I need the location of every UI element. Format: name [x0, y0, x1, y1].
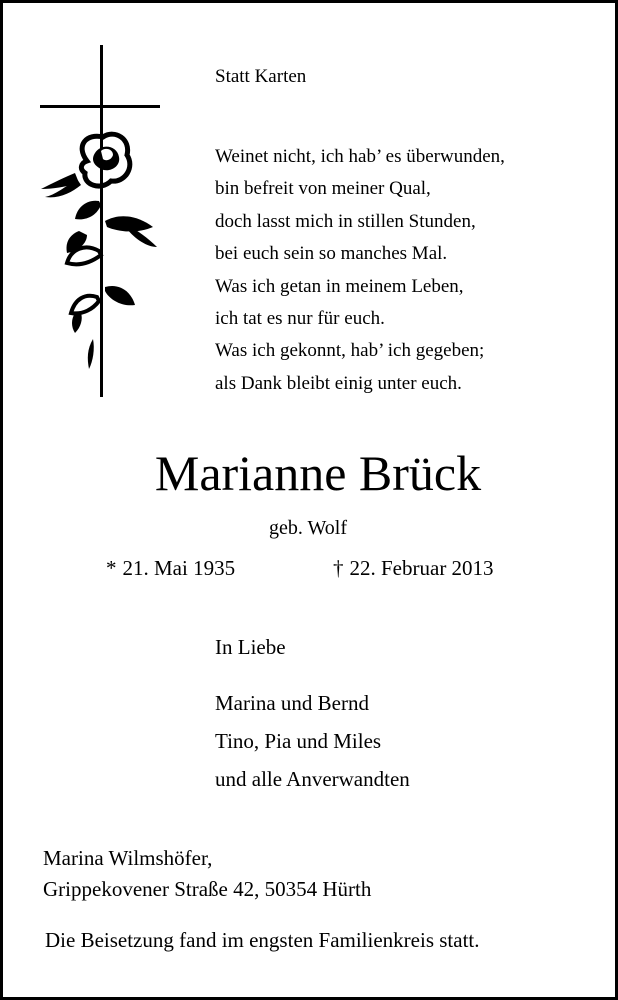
- poem-line: bei euch sein so manches Mal.: [215, 243, 448, 265]
- burial-notice: Die Beisetzung fand im engsten Familienkreis statt.: [45, 928, 480, 952]
- death-dagger-icon: †: [333, 556, 344, 580]
- mourners-list: [215, 684, 410, 798]
- poem-line: ich tat es nur für euch.: [215, 308, 385, 330]
- deceased-name: Marianne Brück: [154, 445, 482, 501]
- poem-line: Was ich getan in meinem Leben,: [215, 275, 464, 297]
- poem-line: Was ich gekonnt, hab’ ich gegeben;: [215, 340, 485, 362]
- poem-line: doch lasst mich in stillen Stunden,: [215, 210, 476, 232]
- intro-line: Statt Karten: [215, 66, 307, 87]
- cross-with-rose-icon: [35, 43, 165, 403]
- contact-line: Grippekovener Straße 42, 50354 Hürth: [43, 877, 372, 901]
- mourner-line: Marina und Bernd: [215, 691, 369, 715]
- mourner-line: Tino, Pia und Miles: [215, 729, 382, 753]
- poem-line: Weinet nicht, ich hab’ es überwunden,: [215, 146, 505, 167]
- death-date: 22. Februar 2013: [349, 556, 494, 580]
- maiden-name: geb. Wolf: [269, 517, 348, 539]
- poem-line: als Dank bleibt einig unter euch.: [215, 372, 462, 394]
- contact-address: [43, 843, 371, 905]
- birth-date: 21. Mai 1935: [122, 556, 236, 580]
- poem-line: bin befreit von meiner Qual,: [215, 178, 431, 200]
- mourner-line: und alle Anverwandten: [215, 767, 410, 791]
- death-info: [333, 554, 494, 582]
- mourners-intro: In Liebe: [215, 635, 286, 659]
- birth-info: [106, 554, 235, 582]
- contact-line: Marina Wilmshöfer,: [43, 846, 213, 870]
- birth-star-icon: *: [106, 556, 117, 580]
- poem: [215, 141, 505, 400]
